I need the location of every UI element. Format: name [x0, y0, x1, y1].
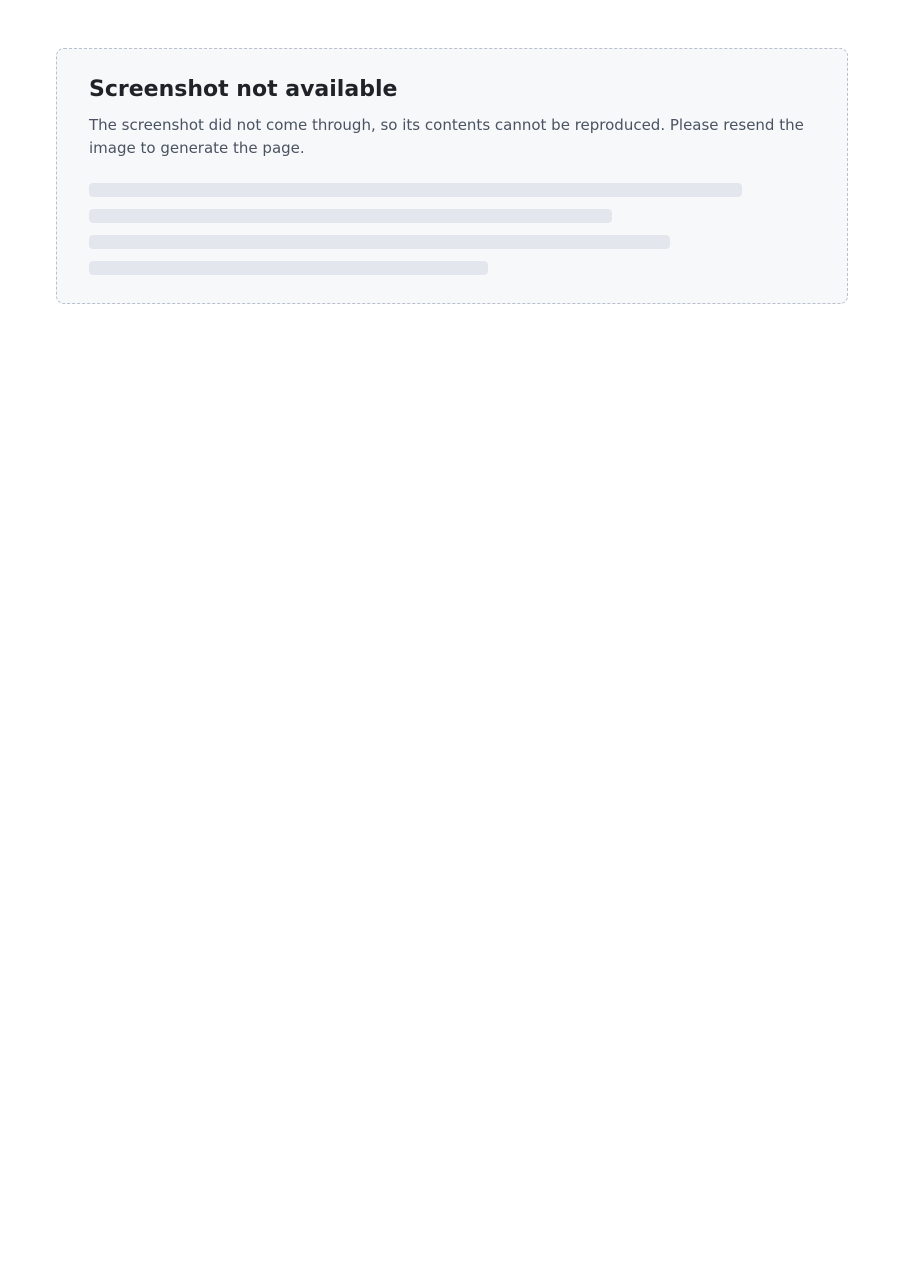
placeholder-card — [56, 48, 848, 304]
content-skeleton — [89, 183, 815, 275]
placeholder-message: The screenshot did not come through, so its contents cannot be reproduced. Please resend the image to generate the page. — [89, 116, 804, 157]
placeholder-title: Screenshot not available — [89, 77, 398, 102]
skeleton-line — [89, 209, 612, 223]
skeleton-line — [89, 235, 670, 249]
skeleton-line — [89, 183, 742, 197]
skeleton-line — [89, 261, 488, 275]
